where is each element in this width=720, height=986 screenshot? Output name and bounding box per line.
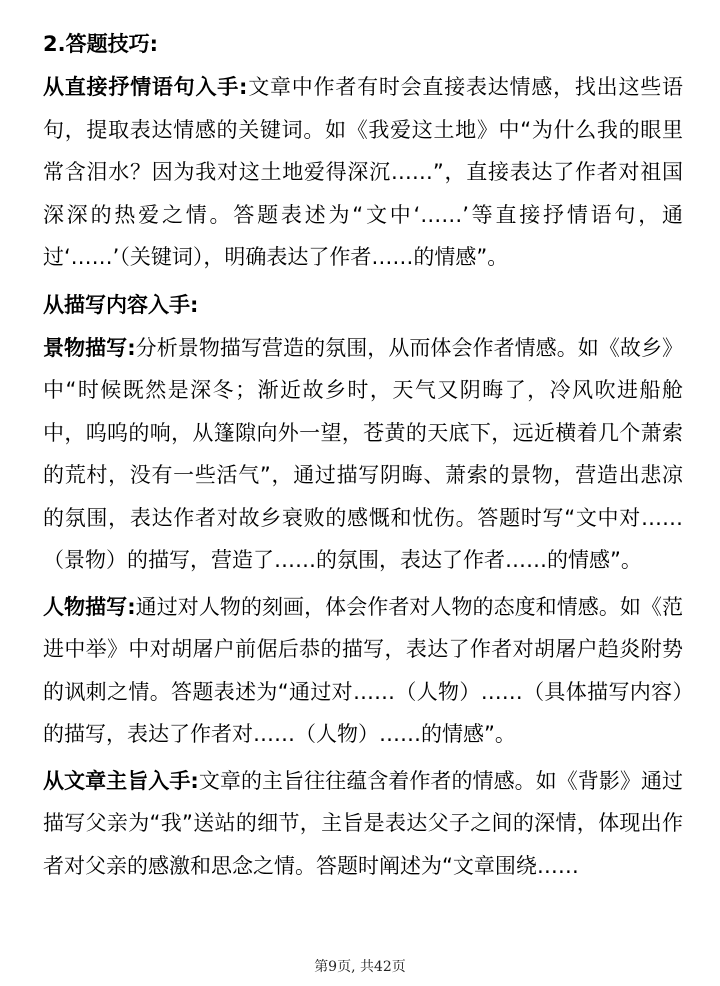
page-footer: 第9页, 共42页 [314,959,406,975]
paragraph-body: 文章中作者有时会直接表达情感，找出这些语句，提取表达情感的关键词。如《我爱这土地》中“为什么我的眼里常含泪水？因为我对这土地爱得深沉……”，直接表达了作者对祖国深深的热爱之情。答题表述为“文中‘……’等直接抒情语句，通过‘……’（关键词），明确表达了作者……的情感”。 [43,75,684,269]
paragraph-body: 文章的主旨往往蕴含着作者的情感。如《背影》通过描写父亲为“我”送站的细节，主旨是表达父子之间的深情，体现出作者对父亲的感激和思念之情。答题时阐述为“文章围绕…… [43,768,684,878]
paragraph-theme [43,760,683,888]
paragraph-direct-lyric [43,66,683,279]
section-title: 2.答题技巧: [43,32,158,56]
paragraph-scenery [43,327,683,582]
paragraph-character [43,586,683,756]
paragraph-lead: 从文章主旨入手: [43,768,199,793]
paragraph-lead: 人物描写: [43,594,136,619]
document-body [43,22,683,891]
paragraph-lead: 景物描写: [43,335,136,360]
paragraph-lead: 从直接抒情语句入手: [43,75,248,99]
paragraph-body: 通过对人物的刻画，体会作者对人物的态度和情感。如《范进中举》中对胡屠户前倨后恭的描写，表达了作者对胡屠户趋炎附势的讽刺之情。答题表述为“通过对……（人物）……（具体描写内容）的描写，表达了作者对……（人物）……的情感”。 [43,594,684,746]
paragraph-body: 分析景物描写营造的氛围，从而体会作者情感。如《故乡》中“时候既然是深冬；渐近故乡时，天气又阴晦了，冷风吹进船舱中，呜呜的响，从篷隙向外一望，苍黄的天底下，远近横着几个萧索的荒村，没有一些活气”，通过描写阴晦、萧索的景物，营造出悲凉的氛围，表达作者对故乡衰败的感慨和忧伤。答题时写“文中对……（景物）的描写，营造了……的氛围，表达了作者……的情感”。 [43,335,684,572]
subheading-description: 从描写内容入手: [43,292,199,317]
